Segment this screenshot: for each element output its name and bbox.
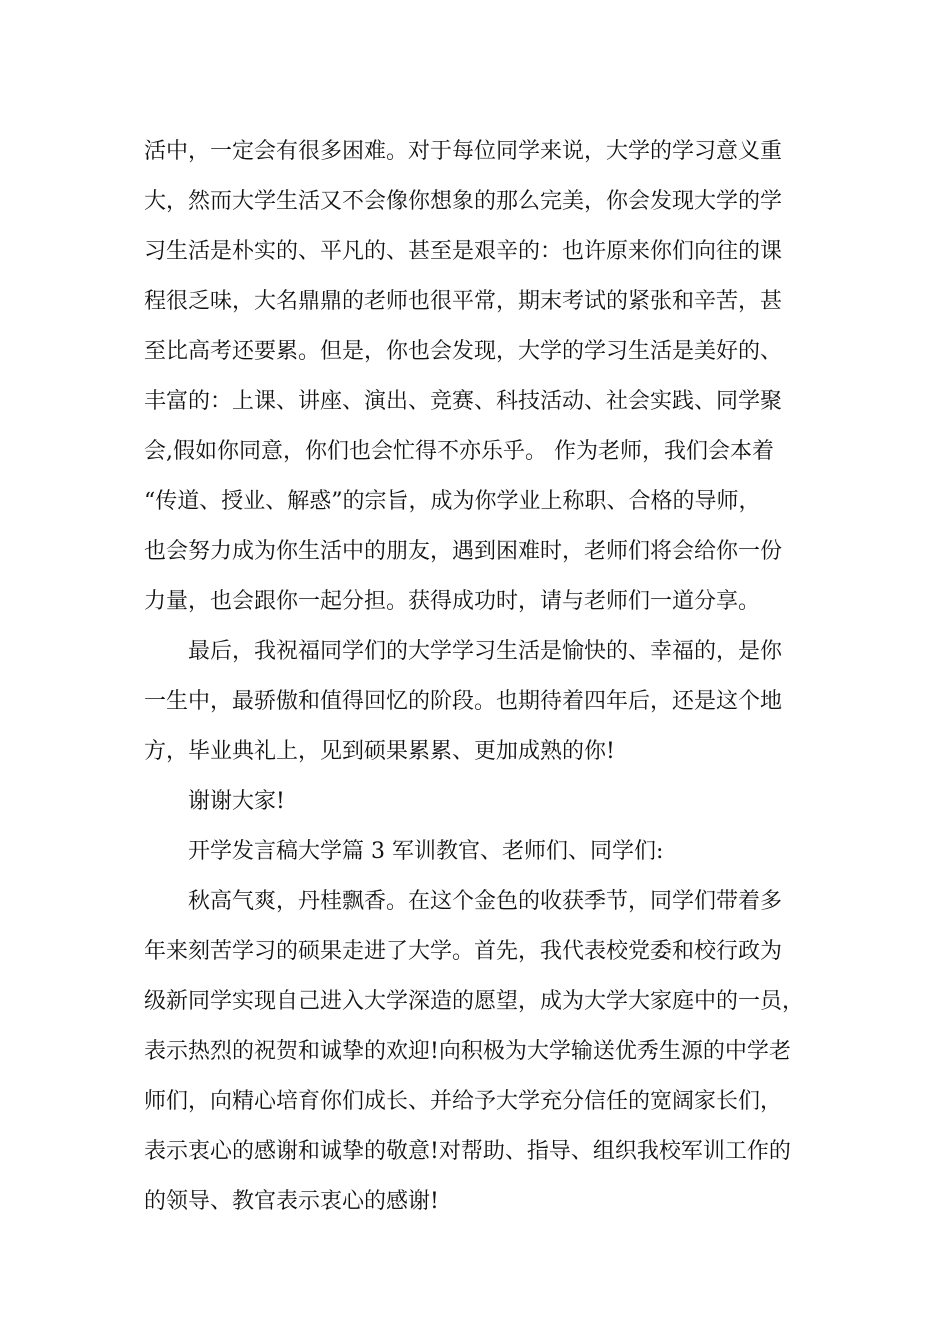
text-line: 方，毕业典礼上，见到硕果累累、更加成熟的你!	[144, 739, 615, 764]
text-line: 活中，一定会有很多困难。对于每位同学来说，大学的学习意义重	[144, 139, 783, 164]
text-line: 一生中，最骄傲和值得回忆的阶段。也期待着四年后，还是这个地	[144, 689, 783, 714]
closing-thanks: 谢谢大家!	[188, 789, 285, 814]
text-line: 级新同学实现自己进入大学深造的愿望，成为大学大家庭中的一员，	[144, 989, 805, 1014]
section-heading: 开学发言稿大学篇 3 军训教官、老师们、同学们:	[188, 839, 664, 864]
text-line: 程很乏味，大名鼎鼎的老师也很平常，期末考试的紧张和辛苦，甚	[144, 289, 783, 314]
text-line: 师们，向精心培育你们成长、并给予大学充分信任的宽阔家长们，	[144, 1089, 783, 1114]
text-line: “传道、授业、解惑”的宗旨，成为你学业上称职、合格的导师，	[144, 489, 761, 514]
text-line: 大，然而大学生活又不会像你想象的那么完美，你会发现大学的学	[144, 189, 783, 214]
text-line: 习生活是朴实的、平凡的、甚至是艰辛的：也许原来你们向往的课	[144, 239, 783, 264]
text-line: 表示衷心的感谢和诚挚的敬意!对帮助、指导、组织我校军训工作的	[144, 1139, 791, 1164]
text-line: 会,假如你同意，你们也会忙得不亦乐乎。 作为老师，我们会本着	[144, 439, 774, 464]
text-line: 年来刻苦学习的硕果走进了大学。首先，我代表校党委和校行政为	[144, 939, 783, 964]
text-line: 力量，也会跟你一起分担。获得成功时，请与老师们一道分享。	[144, 589, 761, 614]
paragraph-start-line: 最后，我祝福同学们的大学学习生活是愉快的、幸福的，是你	[188, 639, 783, 664]
text-line: 丰富的：上课、讲座、演出、竞赛、科技活动、社会实践、同学聚	[144, 389, 783, 414]
text-line: 至比高考还要累。但是，你也会发现，大学的学习生活是美好的、	[144, 339, 783, 364]
text-line: 表示热烈的祝贺和诚挚的欢迎!向积极为大学输送优秀生源的中学老	[144, 1039, 791, 1064]
text-line: 也会努力成为你生活中的朋友，遇到困难时，老师们将会给你一份	[144, 539, 783, 564]
text-line: 的领导、教官表示衷心的感谢!	[144, 1189, 439, 1214]
paragraph-start-line: 秋高气爽，丹桂飘香。在这个金色的收获季节，同学们带着多	[188, 889, 783, 914]
